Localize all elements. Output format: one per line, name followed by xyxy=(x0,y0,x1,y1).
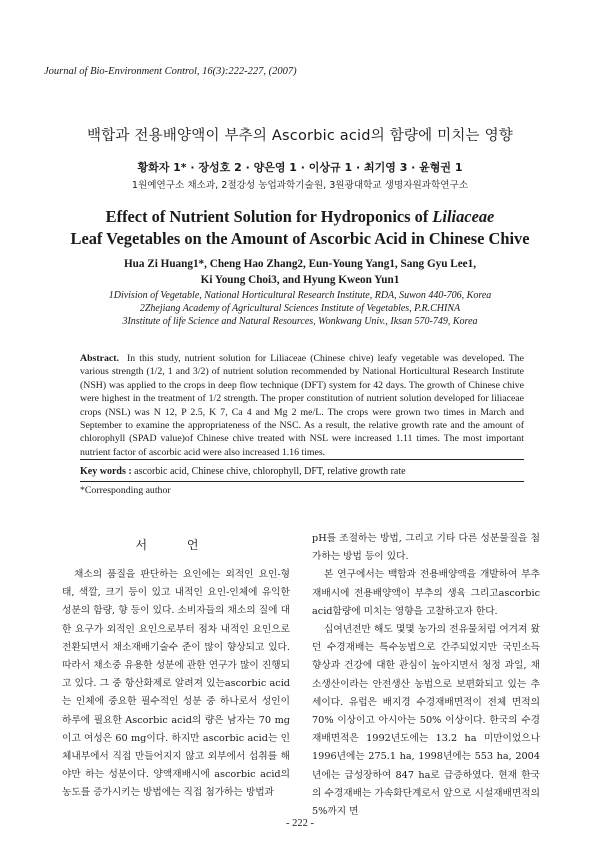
affiliation-1: 1Division of Vegetable, National Horticultural Research Institute, RDA, Suwon 440-706, Korea xyxy=(108,290,492,301)
english-authors xyxy=(0,256,600,288)
body-column-left xyxy=(62,566,290,803)
english-authors-line2: Ki Young Choi3, and Hyung Kweon Yun1 xyxy=(200,274,400,286)
paragraph: 채소의 품질을 판단하는 요인에는 외적인 요인-형태, 색깔, 크기 등이 있고 내적인 요인-인체에 유익한 성분의 함량, 향 등이 있다. 소비자들의 채소의 질에 대한 요구가 외적인 요인으로부터 점차 내적인 요인으로 전환되면서 채소재배기술수 준이 많이 향상되고 있다. 따라서 채소중 유용한 성분에 관한 연구가 많이 진행되고 있다. 그 중 항산화제로 알려져 있는ascorbic acid는 인체에 중요한 필수적인 성분 중 하나로서 성인이 하루에 필요한 Ascorbic acid의 량은 남자는 70 mg이고 여성은 60 mg이다. 하지만 ascorbic acid는 인체내부에서 직접 만들어지지 않고 외부에서 섭취를 해야만 하는 성분이다. 양액재배시에 ascorbic acid의 농도를 증가시키는 방법에는 직접 첨가하는 방법과 xyxy=(62,569,290,799)
english-title-line2: Leaf Vegetables on the Amount of Ascorbic Acid in Chinese Chive xyxy=(70,229,530,248)
keywords-text: ascorbic acid, Chinese chive, chlorophyll, DFT, relative growth rate xyxy=(134,466,406,477)
page-number: - 222 - xyxy=(286,818,314,829)
keywords xyxy=(80,466,524,477)
english-title xyxy=(0,206,600,250)
body-column-right xyxy=(312,530,540,821)
paragraph: pH를 조절하는 방법, 그리고 기타 다른 성분물질을 첨가하는 방법 등이 있다. xyxy=(312,533,540,563)
english-authors-line1: Hua Zi Huang1*, Cheng Hao Zhang2, Eun-Young Yang1, Sang Gyu Lee1, xyxy=(123,258,477,270)
abstract-text: In this study, nutrient solution for Liliaceae (Chinese chive) leafy vegetable was developed. The various strength (1/2, 1 and 3/2) of nutrient solution recommended by National Horticultural Research Institute (NSH) was applied to the crops in deep flow technique (DFT) system for 42 days. The growth of Chinese chive were highest in the treatment of 1/2 strength. The proper constitution of nutrient solution developed for liliaceae crops (NSL) was N 12, P 2.5, K 7, Ca 4 and Mg 2 me/L. The crops were grown two times in March and September to examine the appropriateness of the NSC. As a result, the relative growth rate and the amount of chlorophyll (SPAD value)of Chinese chive treated with NSL were increased 1.11 times. The most important nutrient factor of ascorbic acid were also increased 1.16 times. xyxy=(80,353,524,458)
affiliation-3: 3Institute of life Science and Natural Resources, Wonkwang Univ., Iksan 570-749, Korea xyxy=(122,316,478,327)
journal-citation: Journal of Bio-Environment Control, 16(3):222-227, (2007) xyxy=(44,66,297,77)
korean-title: 백합과 전용배양액이 부추의 Ascorbic acid의 함량에 미치는 영향 xyxy=(87,128,513,144)
english-title-italic-term: Liliaceae xyxy=(432,207,495,226)
corresponding-author-note: *Corresponding author xyxy=(80,485,171,496)
divider-bottom xyxy=(80,481,524,482)
abstract-label: Abstract. xyxy=(80,353,119,364)
divider-top xyxy=(80,459,524,460)
section-heading-introduction: 서 언 xyxy=(135,538,217,552)
abstract xyxy=(80,352,524,459)
korean-authors: 황화자 1* · 장성호 2 · 양은영 1 · 이상규 1 · 최기영 3 · 윤형권 1 xyxy=(137,161,463,174)
korean-affiliations: 1원예연구소 채소과, 2절강성 농업과학기술원, 3원광대학교 생명자원과학연구소 xyxy=(131,180,469,191)
paragraph: 본 연구에서는 백합과 전용배양액을 개발하여 부추재배시에 전용배양액이 부추의 생육 그리고ascorbic acid함량에 미치는 영향을 고찰하고자 한다. xyxy=(312,569,540,617)
keywords-label: Key words : xyxy=(80,466,132,477)
paragraph: 십여년전만 해도 몇몇 농가의 전유물처럼 여겨져 왔던 수경재배는 특수농법으로 간주되었지만 국민소득 향상과 건강에 대한 관심이 높아지면서 청정 과일, 채소생산이라는 안전생산 농법으로 보편화되고 있는 추세이다. 유럽은 배지경 수경재배면적이 전체 면적의 70% 이상이고 아시아는 50% 이상이다. 한국의 수경재배면적은 1992년도에는 13.2 ha 미만이었으나 1996년에는 275.1 ha, 1998년에는 553 ha, 2004년에는 급성장하여 847 ha로 급증하였다. 현재 한국의 수경재배는 가속화단계로서 앞으로 시설재배면적의 5%까지 면 xyxy=(312,624,540,818)
english-title-line1: Effect of Nutrient Solution for Hydroponics of xyxy=(105,207,433,226)
english-affiliations xyxy=(0,289,600,328)
affiliation-2: 2Zhejiang Academy of Agricultural Sciences Institute of Vegetables, P.R.CHINA xyxy=(139,303,461,314)
